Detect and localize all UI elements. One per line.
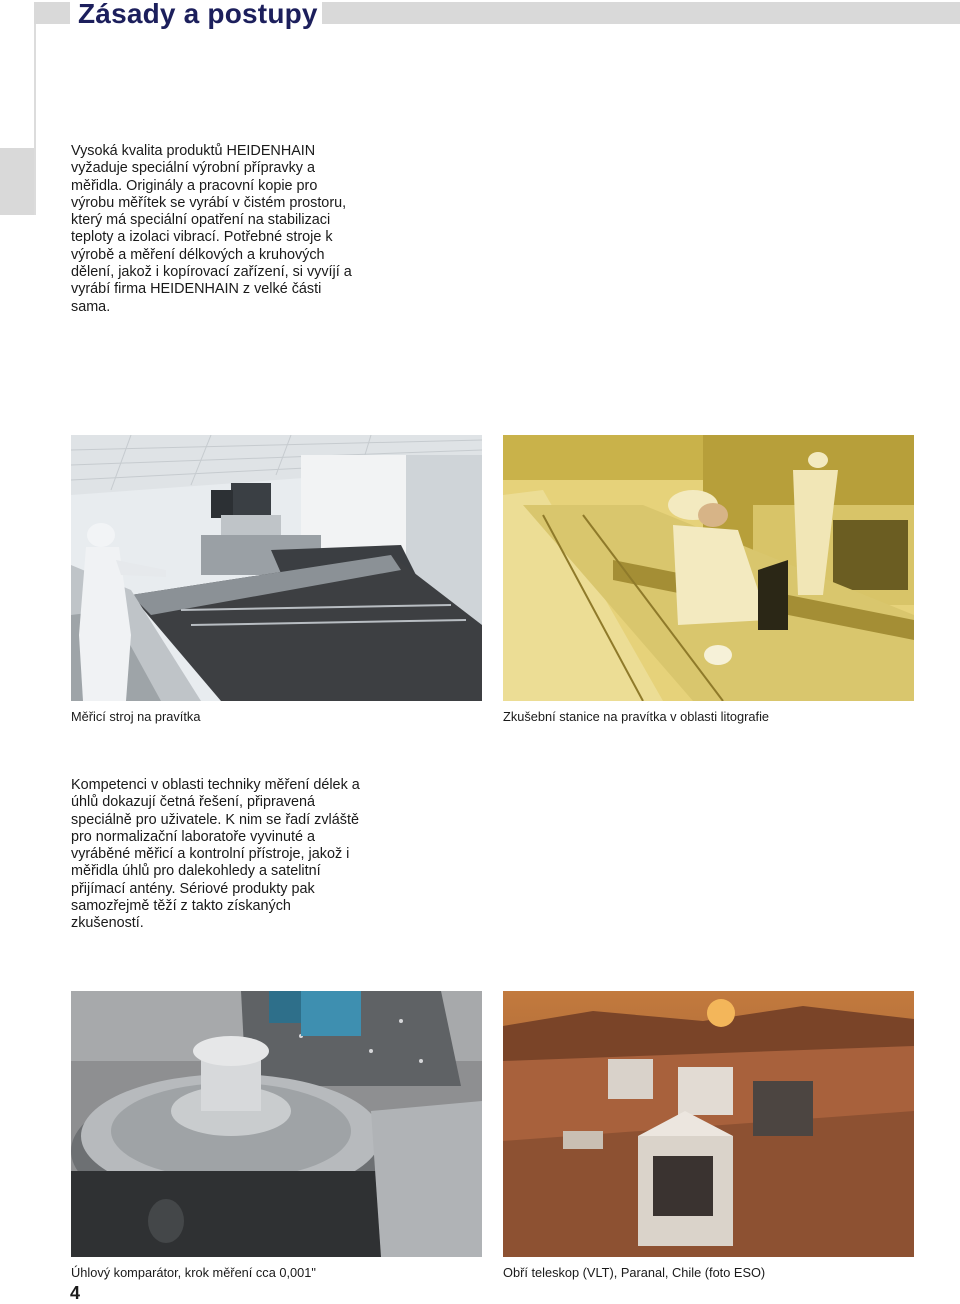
header-vertical-rule — [34, 24, 36, 215]
intro-paragraph: Vysoká kvalita produktů HEIDENHAIN vyžaduje speciální výrobní přípravky a měřidla. Originály a pracovní kopie pro výrobu měřítek se vyrábí v čistém prostoru, který má speciální opatření na stabilizaci teploty a izolaci vibrací. Potřebné stroje k výrobě a měření délkových a kruhových dělení, jakož i kopírovací zařízení, si vyvíjí a vyrábí firma HEIDENHAIN z velké části sama. — [71, 143, 352, 315]
body-paragraph: Kompetenci v oblasti techniky měření délek a úhlů dokazují četná řešení, připravená speciálně pro uživatele. K nim se řadí zvláště pro normalizační laboratoře vyvinuté a vyráběné měřicí a kontrolní přístroje, jakož i měřidla úhlů pro dalekohledy a satelitní přijímací antény. Sériové produkty pak samozřejmě těží z takto získaných zkušeností. — [71, 777, 360, 932]
photo-lithography-station — [503, 435, 914, 701]
photo-vlt-telescopes — [503, 991, 914, 1257]
header-bar-right — [322, 2, 960, 24]
photo-measuring-machine — [71, 435, 482, 701]
header-bar-left — [34, 2, 70, 24]
page-number: 4 — [70, 1283, 81, 1303]
page-title: Zásady a postupy — [78, 0, 318, 29]
side-tab-marker — [0, 148, 34, 215]
photo-caption: Obří teleskop (VLT), Paranal, Chile (foto ESO) — [503, 1265, 766, 1280]
photo-caption: Zkušební stanice na pravítka v oblasti litografie — [503, 709, 770, 724]
photo-angle-comparator — [71, 991, 482, 1257]
photo-caption: Měřicí stroj na pravítka — [71, 709, 201, 724]
photo-caption: Úhlový komparátor, krok měření cca 0,001" — [71, 1265, 316, 1280]
